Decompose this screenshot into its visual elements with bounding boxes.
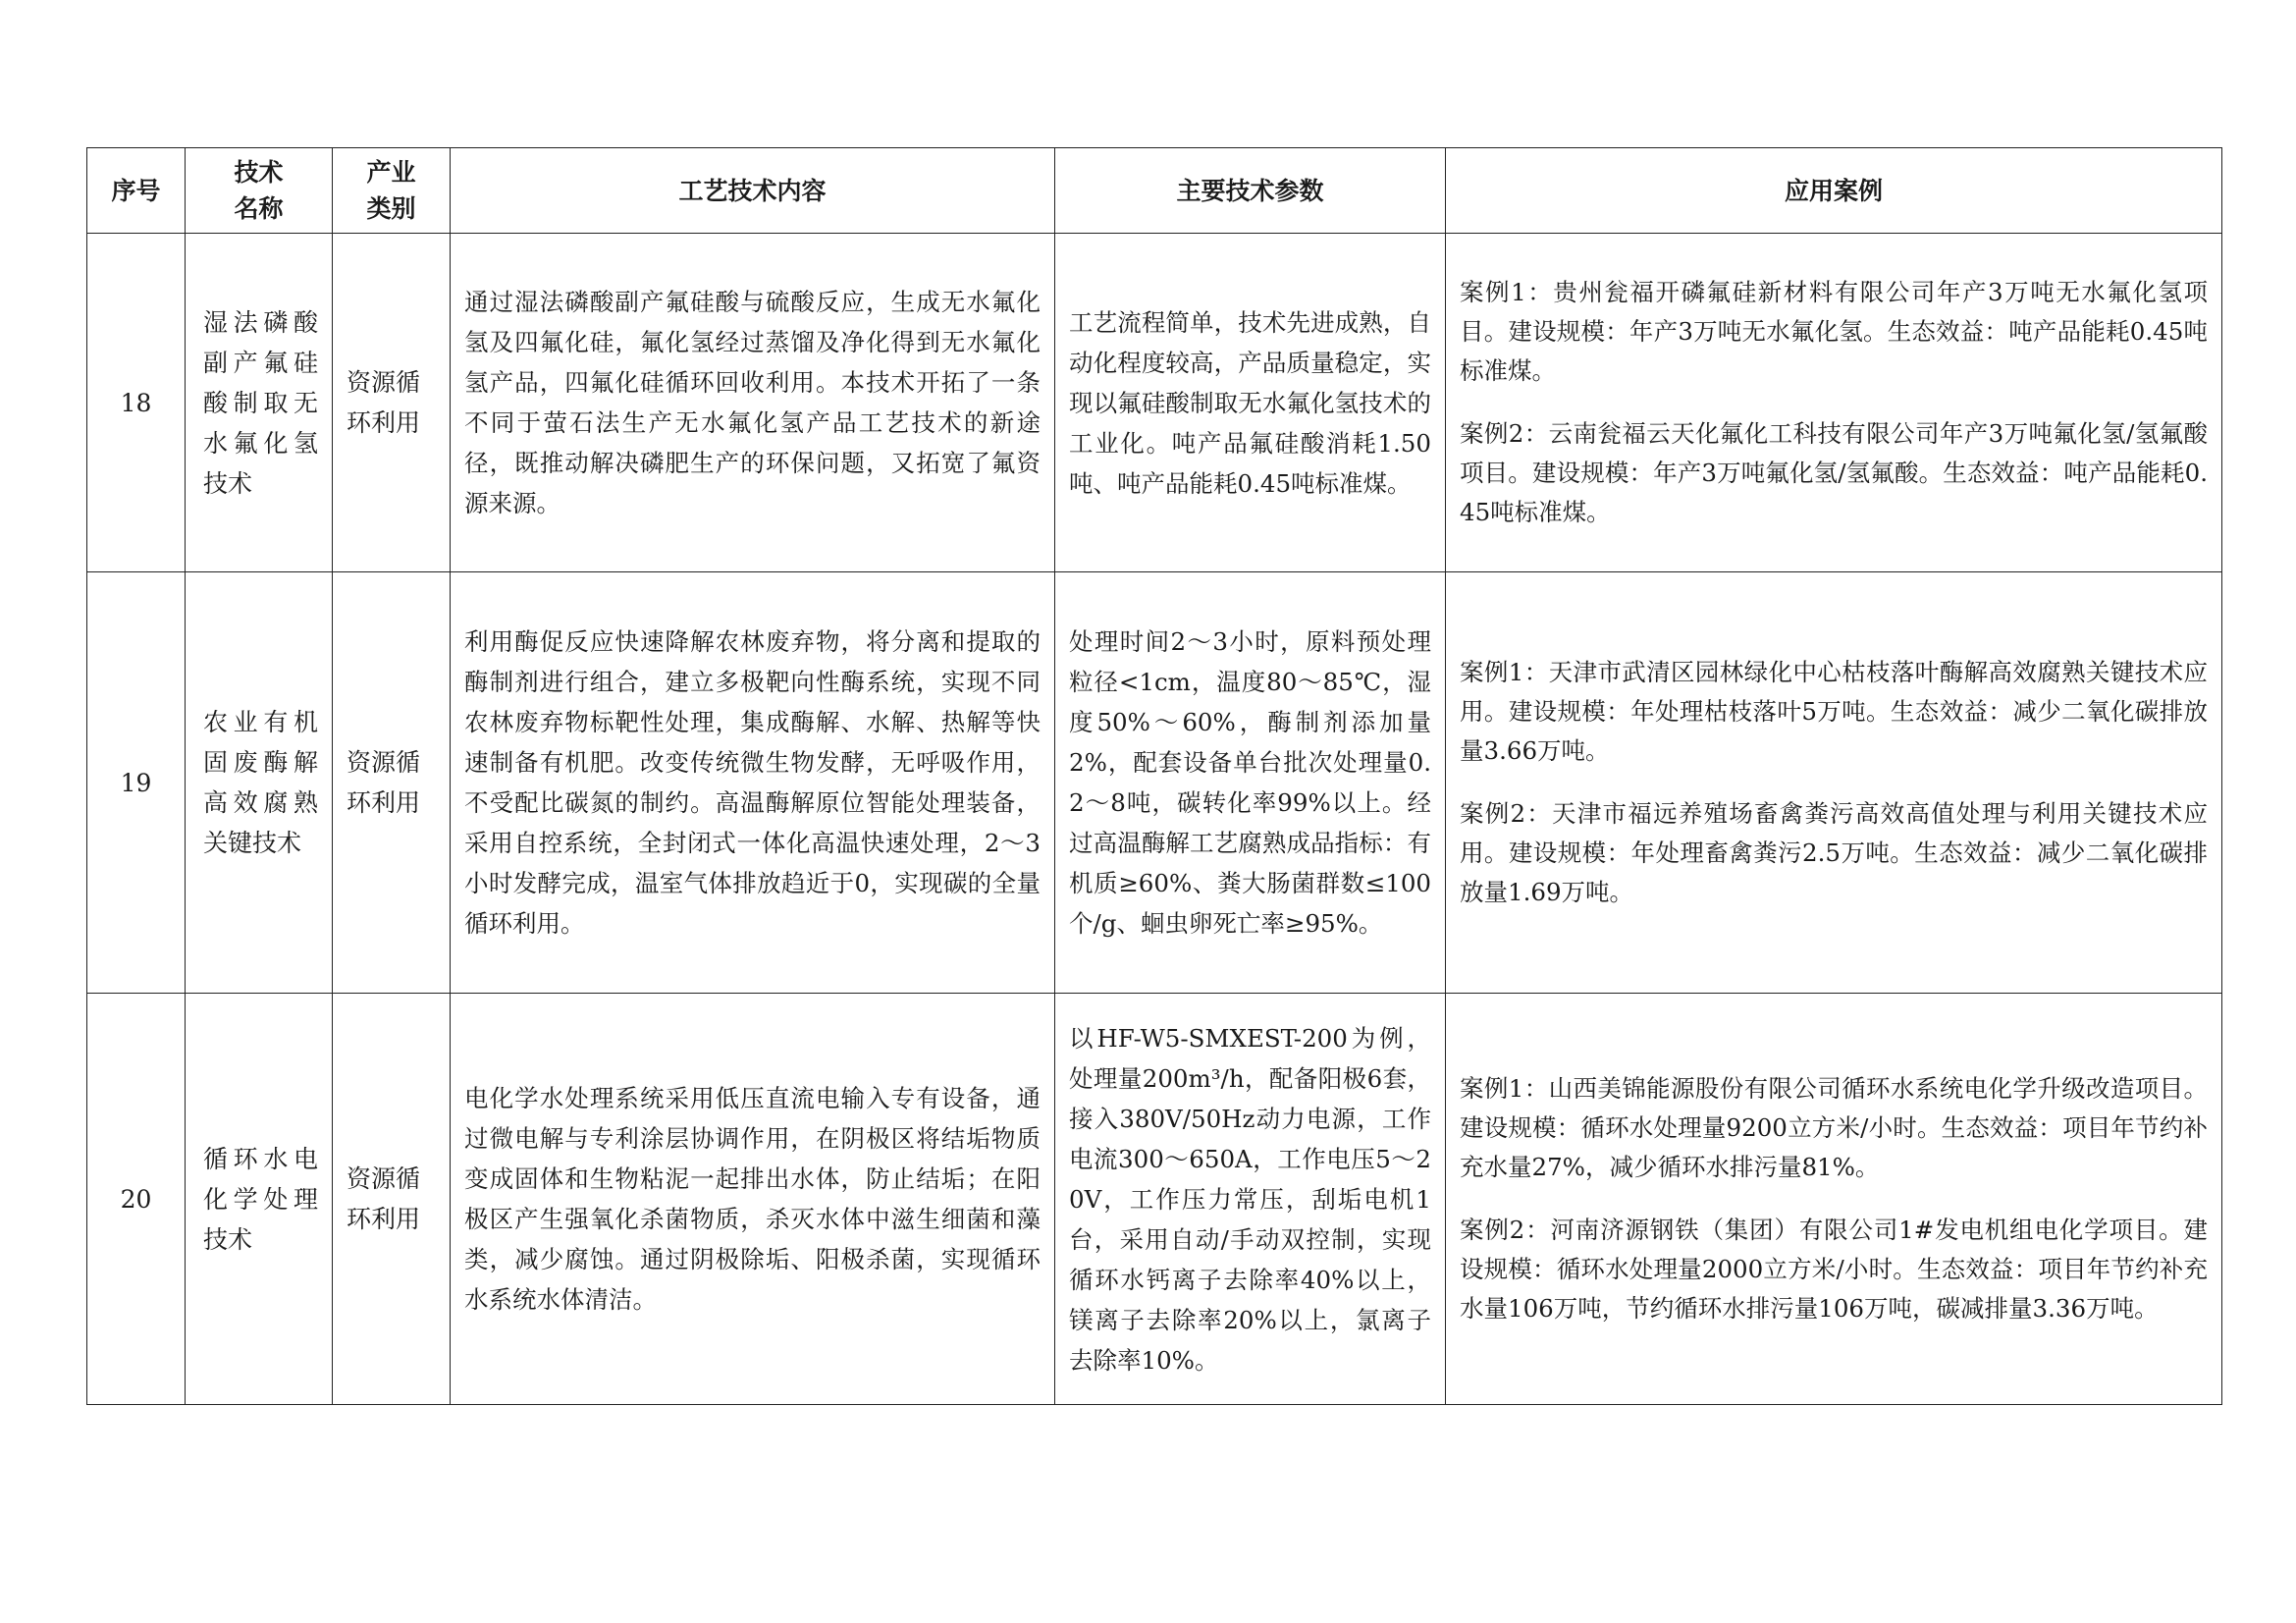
header-category: 产业类别 (333, 148, 451, 234)
technical-params: 处理时间2～3小时，原料预处理粒径<1cm，温度80～85℃，湿度50%～60%，酶制剂添加量2%，配套设备单台批次处理量0.2～8吨，碳转化率99%以上。经过高温酶解工艺腐熟成品指标：有机质≥60%、粪大肠菌群数≤100个/g、蛔虫卵死亡率≥95%。 (1055, 572, 1446, 994)
header-process: 工艺技术内容 (451, 148, 1055, 234)
application-cases (1446, 572, 2222, 994)
case-item: 案例2：云南瓮福云天化氟化工科技有限公司年产3万吨氟化氢/氢氟酸项目。建设规模：年产3万吨氟化氢/氢氟酸。生态效益：吨产品能耗0.45吨标准煤。 (1460, 419, 2208, 526)
header-cases: 应用案例 (1446, 148, 2222, 234)
industry-category: 资源循环利用 (333, 572, 451, 994)
row-index: 19 (87, 572, 186, 994)
technology-name: 农业有机固废酶解高效腐熟关键技术 (186, 572, 333, 994)
industry-category: 资源循环利用 (333, 994, 451, 1405)
header-params: 主要技术参数 (1055, 148, 1446, 234)
case-item: 案例1：山西美锦能源股份有限公司循环水系统电化学升级改造项目。建设规模：循环水处理量9200立方米/小时。生态效益：项目年节约补充水量27%，减少循环水排污量81%。 (1460, 1074, 2208, 1181)
process-content: 电化学水处理系统采用低压直流电输入专有设备，通过微电解与专利涂层协调作用，在阴极区将结垢物质变成固体和生物粘泥一起排出水体，防止结垢；在阳极区产生强氧化杀菌物质，杀灭水体中滋生细菌和藻类，减少腐蚀。通过阴极除垢、阳极杀菌，实现循环水系统水体清洁。 (451, 994, 1055, 1405)
case-item: 案例2：河南济源钢铁（集团）有限公司1#发电机组电化学项目。建设规模：循环水处理量2000立方米/小时。生态效益：项目年节约补充水量106万吨，节约循环水排污量106万吨，碳减排量3.36万吨。 (1460, 1216, 2208, 1323)
row-index: 18 (87, 234, 186, 572)
case-item: 案例1：天津市武清区园林绿化中心枯枝落叶酶解高效腐熟关键技术应用。建设规模：年处理枯枝落叶5万吨。生态效益：减少二氧化碳排放量3.66万吨。 (1460, 658, 2208, 765)
table-row (87, 234, 2222, 572)
header-index: 序号 (87, 148, 186, 234)
application-cases (1446, 234, 2222, 572)
table-row (87, 572, 2222, 994)
industry-category: 资源循环利用 (333, 234, 451, 572)
technology-name: 循环水电化学处理技术 (186, 994, 333, 1405)
technology-table (86, 147, 2222, 1405)
process-content: 通过湿法磷酸副产氟硅酸与硫酸反应，生成无水氟化氢及四氟化硅，氟化氢经过蒸馏及净化得到无水氟化氢产品，四氟化硅循环回收利用。本技术开拓了一条不同于萤石法生产无水氟化氢产品工艺技术的新途径，既推动解决磷肥生产的环保问题，又拓宽了氟资源来源。 (451, 234, 1055, 572)
technology-name: 湿法磷酸副产氟硅酸制取无水氟化氢技术 (186, 234, 333, 572)
technical-params: 以HF-W5-SMXEST-200为例，处理量200m³/h，配备阳极6套，接入380V/50Hz动力电源，工作电流300～650A，工作电压5～20V，工作压力常压，刮垢电机1台，采用自动/手动双控制，实现循环水钙离子去除率40%以上，镁离子去除率20%以上，氯离子去除率10%。 (1055, 994, 1446, 1405)
technical-params: 工艺流程简单，技术先进成熟，自动化程度较高，产品质量稳定，实现以氟硅酸制取无水氟化氢技术的工业化。吨产品氟硅酸消耗1.50吨、吨产品能耗0.45吨标准煤。 (1055, 234, 1446, 572)
case-item: 案例2：天津市福远养殖场畜禽粪污高效高值处理与利用关键技术应用。建设规模：年处理畜禽粪污2.5万吨。生态效益：减少二氧化碳排放量1.69万吨。 (1460, 799, 2208, 906)
case-item: 案例1：贵州瓮福开磷氟硅新材料有限公司年产3万吨无水氟化氢项目。建设规模：年产3万吨无水氟化氢。生态效益：吨产品能耗0.45吨标准煤。 (1460, 278, 2208, 385)
process-content: 利用酶促反应快速降解农林废弃物，将分离和提取的酶制剂进行组合，建立多极靶向性酶系统，实现不同农林废弃物标靶性处理，集成酶解、水解、热解等快速制备有机肥。改变传统微生物发酵，无呼吸作用，不受配比碳氮的制约。高温酶解原位智能处理装备，采用自控系统，全封闭式一体化高温快速处理，2～3小时发酵完成，温室气体排放趋近于0，实现碳的全量循环利用。 (451, 572, 1055, 994)
row-index: 20 (87, 994, 186, 1405)
header-row (87, 148, 2222, 234)
table-row (87, 994, 2222, 1405)
header-name: 技术名称 (186, 148, 333, 234)
application-cases (1446, 994, 2222, 1405)
